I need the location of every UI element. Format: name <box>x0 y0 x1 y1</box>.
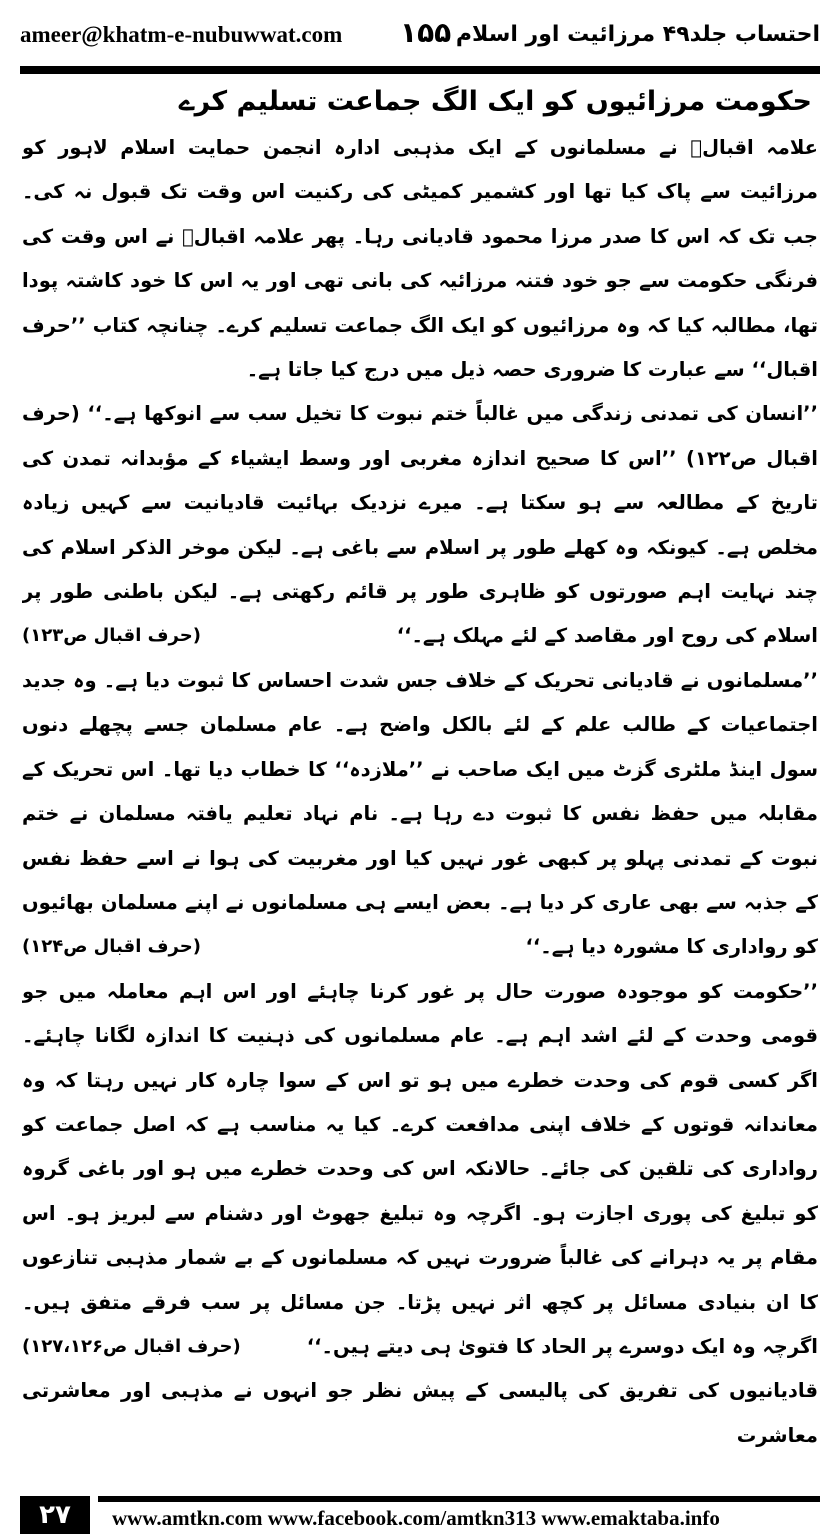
footer-links[interactable]: www.amtkn.com www.facebook.com/amtkn313 www.emaktaba.info <box>112 1506 720 1530</box>
citation: (حرف اقبال ص۱۲۳) <box>22 625 201 647</box>
header-email[interactable]: ameer@khatm-e-nubuwwat.com <box>20 22 343 47</box>
paragraph-text: ’’مسلمانوں نے قادیانی تحریک کے خلاف جس شدت احساس کا ثبوت دیا ہے۔ وہ جدید اجتماعیات کے طالب علم کے لئے بالکل واضح ہے۔ عام مسلمان جسے پچھلے دنوں سول اینڈ ملٹری گزٹ میں ایک صاحب نے ’’ملازدہ‘‘ کا خطاب دیا تھا۔ اس تحریک کے مقابلہ میں حفظ نفس کا ثبوت دے رہا ہے۔ نام نہاد تعلیم یافتہ مسلمان نے ختم نبوت کے تمدنی پہلو پر کبھی غور نہیں کیا اور مغربیت کی ہوا نے اسے حفظ نفس کے جذبہ سے بھی عاری کر دیا ہے۔ بعض ایسے ہی مسلمانوں نے اپنے مسلمان بھائیوں کو رواداری کا مشورہ دیا ہے۔‘‘ <box>22 668 818 959</box>
paragraph <box>22 126 818 392</box>
page-body <box>22 80 818 1450</box>
citation: (حرف اقبال ص۱۲۴) <box>22 936 201 958</box>
page-number: ۱۵۵ <box>400 16 452 49</box>
quote-paragraph <box>22 659 818 970</box>
citation: (حرف اقبال ص۱۲۷،۱۲۶) <box>22 1335 241 1357</box>
paragraph-text: ’’حکومت کو موجودہ صورت حال پر غور کرنا چاہئے اور اس اہم معاملہ میں جو قومی وحدت کے لئے اشد اہم ہے۔ عام مسلمانوں کی ذہنیت کا اندازہ لگانا چاہئے۔ اگر کسی قوم کی وحدت خطرے میں ہو تو اس کے سوا چارہ کار نہیں رہتا کہ وہ معاندانہ قوتوں کے خلاف اپنی مدافعت کرے۔ کیا یہ مناسب ہے کہ اصل جماعت کو رواداری کی تلقین کی جائے۔ حالانکہ اس کی وحدت خطرے میں ہو اور باغی گروہ کو تبلیغ کی پوری اجازت ہو۔ اگرچہ وہ تبلیغ جھوٹ اور دشنام سے لبریز ہو۔ اس مقام پر یہ دہرانے کی غالباً ضرورت نہیں کہ مسلمانوں کے بے شمار مذہبی تنازعوں کا ان بنیادی مسائل پر کچھ اثر نہیں پڑتا۔ جن مسائل پر سب فرقے متفق ہیں۔ اگرچہ وہ ایک دوسرے پر الحاد کا فتویٰ ہی دیتے ہیں۔‘‘ <box>22 979 818 1358</box>
page-footer <box>20 1496 820 1534</box>
running-title: احتساب جلد۴۹ مرزائیت اور اسلام <box>455 22 820 47</box>
paragraph-text: علامہ اقبالؒ نے مسلمانوں کے ایک مذہبی ادارہ انجمن حمایت اسلام لاہور کو مرزائیت سے پاک کیا تھا اور کشمیر کمیٹی کی رکنیت اس وقت تک قبول نہ کی۔ جب تک کہ اس کا صدر مرزا محمود قادیانی رہا۔ پھر علامہ اقبالؒ نے اس وقت کی فرنگی حکومت سے جو خود فتنہ مرزائیہ کی بانی تھی اور یہ اس کا خود کاشتہ پودا تھا، مطالبہ کیا کہ وہ مرزائیوں کو ایک الگ جماعت تسلیم کرے۔ چنانچہ کتاب ’’حرف اقبال‘‘ سے عبارت کا ضروری حصہ ذیل میں درج کیا جاتا ہے۔ <box>22 136 818 382</box>
paragraph-text: قادیانیوں کی تفریق کی پالیسی کے پیش نظر جو انہوں نے مذہبی اور معاشرتی معاشرت <box>22 1379 818 1447</box>
section-title: حکومت مرزائیوں کو ایک الگ جماعت تسلیم کرے <box>178 86 812 117</box>
paragraph <box>22 1369 818 1450</box>
footer-page-box: ۲۷ <box>20 1496 90 1534</box>
page-header <box>20 10 820 64</box>
paragraph-text: ’’انسان کی تمدنی زندگی میں غالباً ختم نبوت کا تخیل سب سے انوکھا ہے۔‘‘ (حرف اقبال ص۱۲۲) ’’اس کا صحیح اندازہ مغربی اور وسط ایشیاء کے مؤبدانہ تمدن کی تاریخ کے مطالعہ سے ہو سکتا ہے۔ میرے نزدیک بہائیت قادیانیت سے کہیں زیادہ مخلص ہے۔ کیونکہ وہ کھلے طور پر اسلام سے باغی ہے۔ لیکن موخر الذکر اسلام کی چند نہایت اہم صورتوں کو ظاہری طور پر قائم رکھتی ہے۔ لیکن باطنی طور پر اسلام کی روح اور مقاصد کے لئے مہلک ہے۔‘‘ <box>22 402 818 648</box>
quote-paragraph <box>22 970 818 1370</box>
header-rule <box>20 66 820 74</box>
quote-paragraph <box>22 392 818 658</box>
